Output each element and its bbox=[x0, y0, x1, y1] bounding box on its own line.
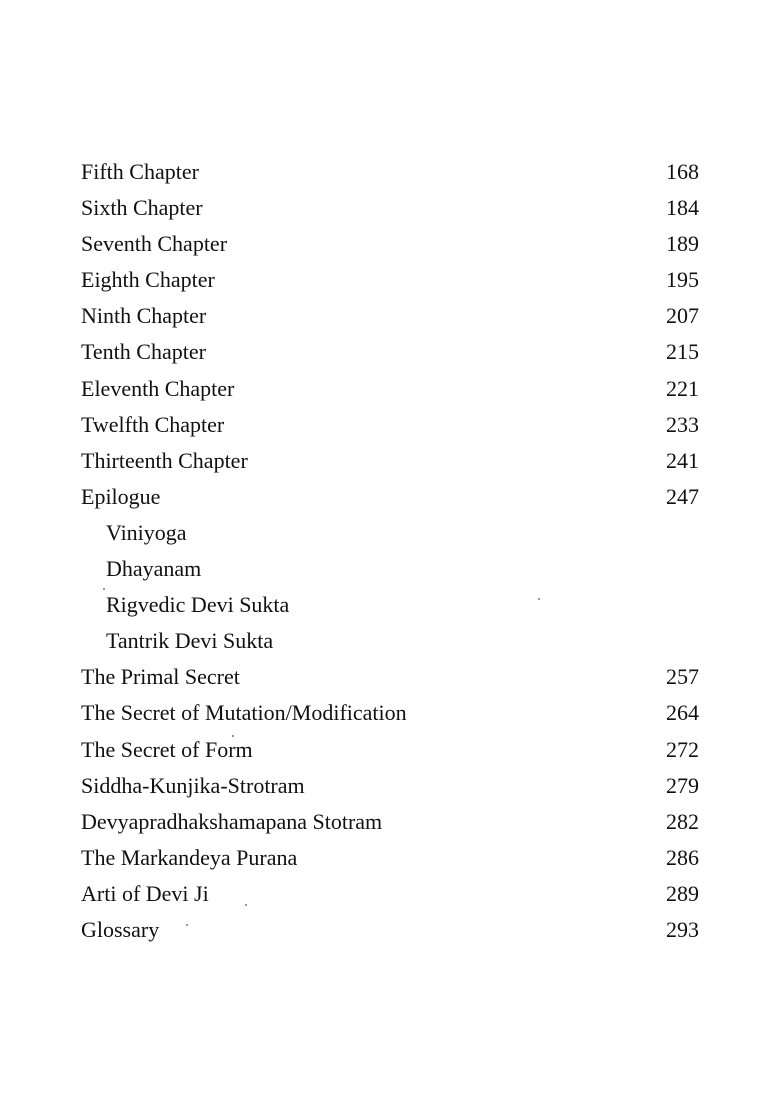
toc-entry-page: 195 bbox=[666, 267, 699, 293]
toc-entry-page: 264 bbox=[666, 700, 699, 726]
toc-entry-title: Eighth Chapter bbox=[81, 267, 215, 293]
table-of-contents bbox=[81, 154, 699, 948]
scan-speck bbox=[232, 735, 234, 737]
toc-entry-page: 279 bbox=[666, 772, 699, 798]
toc-entry-page: 184 bbox=[666, 195, 699, 221]
scan-speck bbox=[538, 598, 540, 600]
toc-entry-title: Siddha-Kunjika-Strotram bbox=[81, 772, 305, 798]
toc-entry-title: Fifth Chapter bbox=[81, 159, 199, 184]
toc-entry-title: The Secret of Mutation/Modification bbox=[81, 700, 407, 726]
toc-entry-title: The Markandeya Purana bbox=[81, 844, 298, 870]
toc-entry-page: 233 bbox=[666, 411, 699, 437]
toc-entry-title: Eleventh Chapter bbox=[81, 375, 235, 401]
toc-entry-page: 286 bbox=[666, 844, 699, 870]
toc-entry-page: 207 bbox=[666, 303, 699, 329]
toc-entry bbox=[81, 695, 699, 731]
toc-entry-page: 247 bbox=[666, 483, 699, 509]
scan-speck bbox=[245, 904, 247, 906]
toc-entry-title: Glossary bbox=[81, 916, 160, 942]
toc-entry bbox=[81, 659, 699, 695]
toc-entry bbox=[81, 334, 699, 370]
toc-entry bbox=[81, 840, 699, 876]
toc-entry-page: 215 bbox=[666, 339, 699, 365]
toc-entry-title: Arti of Devi Ji bbox=[81, 880, 209, 906]
toc-entry-title: The Primal Secret bbox=[81, 664, 240, 690]
toc-entry-title: The Secret of Form bbox=[81, 736, 253, 762]
toc-entry bbox=[81, 768, 699, 804]
toc-subentry-title: Rigvedic Devi Sukta bbox=[106, 592, 290, 618]
toc-entry bbox=[81, 226, 699, 262]
toc-subentry-title: Tantrik Devi Sukta bbox=[106, 628, 274, 654]
toc-entry-title: Thirteenth Chapter bbox=[81, 447, 248, 473]
toc-entry-title: Seventh Chapter bbox=[81, 231, 228, 257]
toc-entry bbox=[81, 154, 699, 190]
toc-entry bbox=[81, 298, 699, 334]
toc-entry-page: 293 bbox=[666, 916, 699, 942]
toc-entry-page: 241 bbox=[666, 447, 699, 473]
toc-subentry bbox=[81, 587, 699, 623]
toc-subentry bbox=[81, 551, 699, 587]
scan-speck bbox=[186, 924, 188, 926]
toc-entry-title: Epilogue bbox=[81, 483, 161, 509]
toc-entry-title: Sixth Chapter bbox=[81, 195, 203, 221]
toc-entry bbox=[81, 371, 699, 407]
toc-entry bbox=[81, 407, 699, 443]
toc-entry-page: 168 bbox=[666, 159, 699, 184]
toc-entry-title: Devyapradhakshamapana Stotram bbox=[81, 808, 383, 834]
toc-entry bbox=[81, 732, 699, 768]
toc-entry-page: 257 bbox=[666, 664, 699, 690]
toc-entry-page: 289 bbox=[666, 880, 699, 906]
toc-entry-page: 189 bbox=[666, 231, 699, 257]
toc-entry-page: 282 bbox=[666, 808, 699, 834]
toc-entry bbox=[81, 876, 699, 912]
toc-entry-page: 221 bbox=[666, 375, 699, 401]
toc-subentry-title: Viniyoga bbox=[106, 519, 187, 545]
toc-subentry-title: Dhayanam bbox=[106, 556, 202, 582]
toc-entry bbox=[81, 804, 699, 840]
toc-subentry bbox=[81, 623, 699, 659]
toc-entry bbox=[81, 443, 699, 479]
toc-entry bbox=[81, 479, 699, 515]
toc-subentry bbox=[81, 515, 699, 551]
toc-entry-title: Tenth Chapter bbox=[81, 339, 206, 365]
toc-entry bbox=[81, 190, 699, 226]
toc-entry-page: 272 bbox=[666, 736, 699, 762]
toc-entry bbox=[81, 912, 699, 948]
toc-entry-title: Twelfth Chapter bbox=[81, 411, 225, 437]
toc-entry-title: Ninth Chapter bbox=[81, 303, 207, 329]
scan-speck bbox=[103, 588, 105, 590]
toc-entry bbox=[81, 262, 699, 298]
